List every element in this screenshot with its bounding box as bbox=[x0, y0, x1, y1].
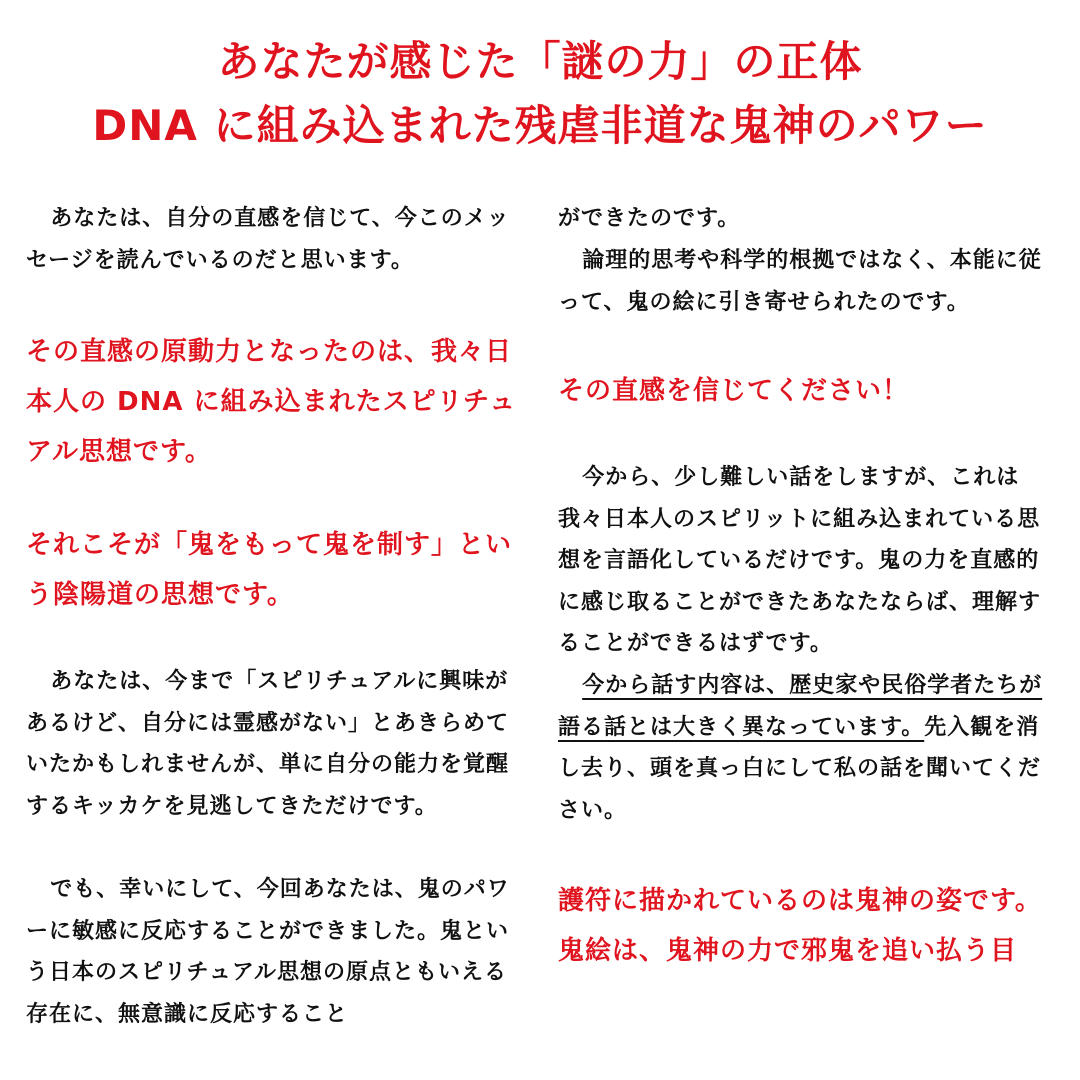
left-highlight-1: その直感の原動力となったのは、我々日本人の DNA に組み込まれたスピリチュアル思想です。 bbox=[26, 337, 517, 467]
right-highlight-1: その直感を信じてください！ bbox=[558, 376, 910, 406]
right-highlight-3: 鬼絵は、鬼神の力で邪鬼を追い払う目 bbox=[558, 936, 1018, 966]
page-title-line-2: DNA に組み込まれた残虐非道な鬼神のパワー bbox=[92, 101, 988, 150]
right-paragraph-2: 論理的思考や科学的根拠ではなく、本能に従って、鬼の絵に引き寄せられたのです。 bbox=[558, 248, 1042, 315]
underlined-sentence: 今から話す内容は、歴史家や民俗学者たちが語る話とは大きく異なっています。 bbox=[558, 673, 1043, 740]
right-paragraph-3: 今から、少し難しい話をしますが、これは我々日本人のスピリットに組み込まれている思想を言語化しているだけです。鬼の力を直感的に感じ取ることができたあなたならば、理解することができるはずです。 bbox=[558, 465, 1042, 656]
left-highlight-2: それこそが「鬼をもって鬼を制す」という陰陽道の思想です。 bbox=[26, 530, 513, 610]
left-paragraph-3: でも、幸いにして、今回あなたは、鬼のパワーに敏感に反応することができました。鬼という日本のスピリチュアル思想の原点ともいえる存在に、無意識に反応すること bbox=[26, 877, 510, 1027]
page-title-line-1: あなたが感じた「謎の力」の正体 bbox=[217, 37, 863, 86]
right-paragraph-4 bbox=[558, 665, 1058, 831]
right-highlight-2: 護符に描かれているのは鬼神の姿です。 bbox=[558, 886, 1042, 916]
right-paragraph-4-rest: 先入観を消し去り、頭を真っ白にして私の話を聞いてください。 bbox=[558, 714, 1042, 823]
left-paragraph-2: あなたは、今まで「スピリチュアルに興味があるけど、自分には霊感がない」とあきらめていたかもしれませんが、単に自分の能力を覚醒するキッカケを見逃してきただけです。 bbox=[26, 669, 510, 819]
right-column bbox=[558, 0, 1058, 1080]
left-column bbox=[26, 0, 526, 1080]
left-paragraph-1: あなたは、自分の直感を信じて、今このメッセージを読んでいるのだと思います。 bbox=[26, 206, 510, 273]
right-paragraph-1: ができたのです。 bbox=[558, 206, 741, 231]
